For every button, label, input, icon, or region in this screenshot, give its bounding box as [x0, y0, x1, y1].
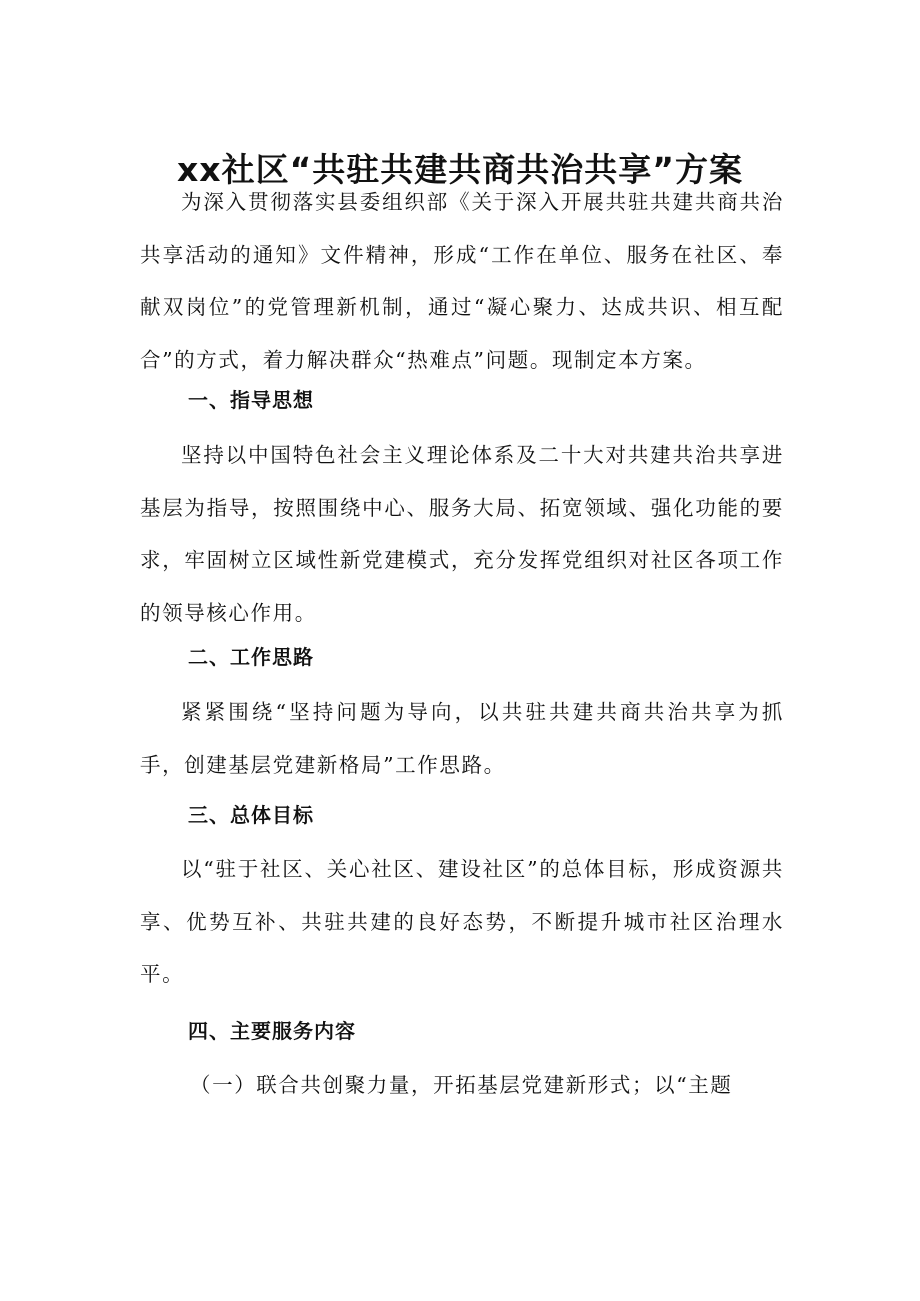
intro-paragraph: 为深入贯彻落实县委组织部《关于深入开展共驻共建共商共治共享活动的通知》文件精神，形成“工作在单位、服务在社区、奉献双岗位”的党管理新机制，通过“凝心聚力、达成共识、相互配合”的方式，着力解决群众“热难点”问题。现制定本方案。: [140, 190, 784, 372]
section-heading-guiding-ideology: 一、指导思想: [188, 388, 314, 412]
document-title: xx社区“共驻共建共商共治共享”方案: [177, 150, 743, 190]
section-body-main-services: （一）联合共创聚力量，开拓基层党建新形式；以“主题: [190, 1073, 733, 1097]
section-heading-main-services: 四、主要服务内容: [188, 1019, 356, 1043]
section-heading-work-approach: 二、工作思路: [188, 645, 314, 669]
section-heading-overall-goal: 三、总体目标: [188, 803, 314, 827]
section-body-overall-goal: 以“驻于社区、关心社区、建设社区”的总体目标，形成资源共享、优势互补、共驻共建的良好态势，不断提升城市社区治理水平。: [140, 857, 784, 986]
section-body-guiding-ideology: 坚持以中国特色社会主义理论体系及二十大对共建共治共享进基层为指导，按照围绕中心、服务大局、拓宽领域、强化功能的要求，牢固树立区域性新党建模式，充分发挥党组织对社区各项工作的领导核心作用。: [140, 443, 784, 625]
section-body-work-approach: 紧紧围绕“坚持问题为导向，以共驻共建共商共治共享为抓手，创建基层党建新格局”工作思路。: [140, 700, 784, 777]
